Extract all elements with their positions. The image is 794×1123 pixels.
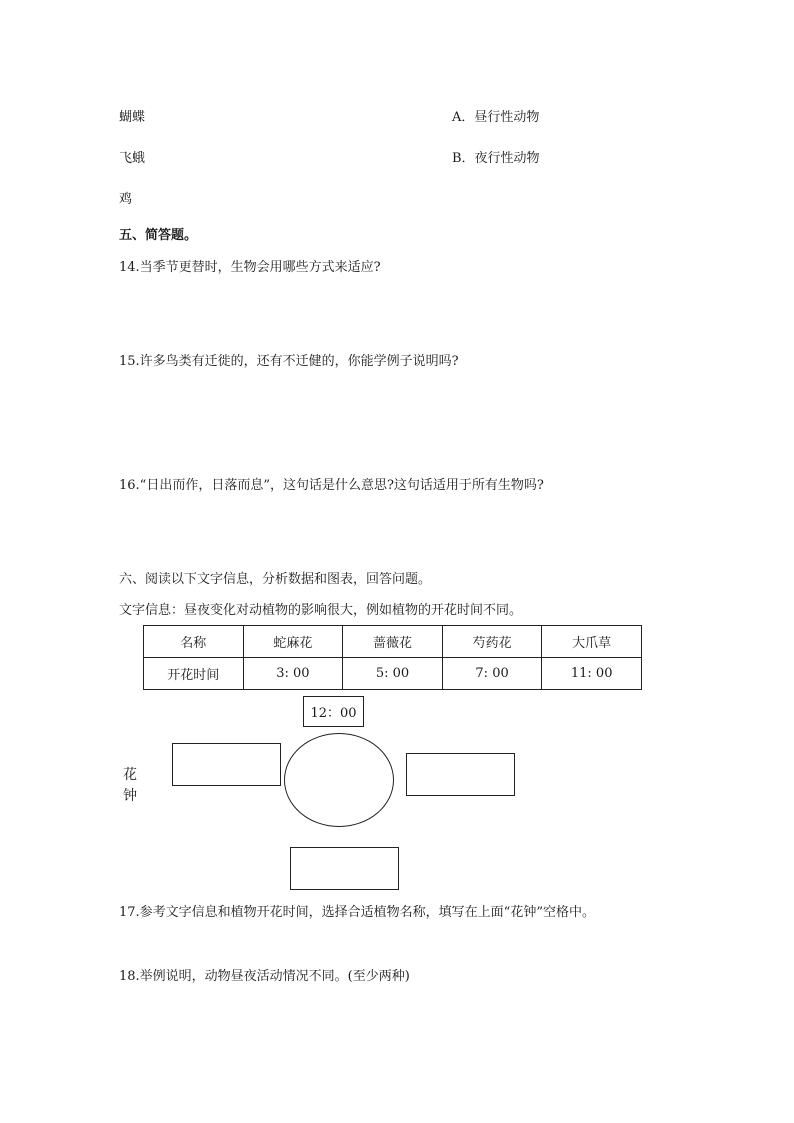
text-info: 文字信息：昼夜变化对动植物的影响很大，例如植物的开花时间不同。 xyxy=(119,603,523,618)
flower-clock-label-char: 花 xyxy=(123,767,137,783)
answer-box-left[interactable] xyxy=(172,743,281,786)
match-option-a: A．昼行性动物 xyxy=(452,110,540,125)
section-five-title: 五、简答题。 xyxy=(119,228,198,243)
clock-face xyxy=(284,733,394,827)
table-header-row xyxy=(144,626,642,658)
table-cell: 5: 00 xyxy=(343,658,443,690)
table-cell: 11: 00 xyxy=(542,658,642,690)
section-six-title: 六、阅读以下文字信息，分析数据和图表，回答问题。 xyxy=(119,572,432,587)
table-cell: 7: 00 xyxy=(442,658,542,690)
table-row xyxy=(144,658,642,690)
table-cell: 开花时间 xyxy=(144,658,244,690)
flowering-time-table xyxy=(143,625,642,690)
question-16: 16.“日出而作，日落而息”，这句话是什么意思?这句话适用于所有生物吗? xyxy=(119,478,544,493)
question-15: 15.许多鸟类有迁徙的，还有不迁健的，你能学例子说明吗? xyxy=(119,354,459,369)
answer-box-right[interactable] xyxy=(406,753,515,796)
table-header-cell: 名称 xyxy=(144,626,244,658)
flower-clock-label xyxy=(122,765,138,807)
flower-clock-label-char: 钟 xyxy=(123,788,137,804)
match-item-butterfly: 蝴蝶 xyxy=(119,110,146,125)
match-item-moth: 飞蛾 xyxy=(119,151,146,166)
question-14: 14.当季节更替时，生物会用哪些方式来适应? xyxy=(119,260,381,275)
question-17: 17.参考文字信息和植物开花时间，选择合适植物名称，填写在上面“花钟”空格中。 xyxy=(119,905,595,920)
table-cell: 3: 00 xyxy=(243,658,343,690)
table-header-cell: 芍药花 xyxy=(442,626,542,658)
table-header-cell: 蛇麻花 xyxy=(243,626,343,658)
match-option-b: B．夜行性动物 xyxy=(452,151,540,166)
table-header-cell: 蔷薇花 xyxy=(343,626,443,658)
clock-top-time-box: 12：00 xyxy=(303,696,364,727)
table-header-cell: 大爪草 xyxy=(542,626,642,658)
question-18: 18.举例说明，动物昼夜活动情况不同。(至少两种) xyxy=(119,969,410,984)
match-item-chicken: 鸡 xyxy=(119,192,133,207)
answer-box-bottom[interactable] xyxy=(290,847,399,890)
